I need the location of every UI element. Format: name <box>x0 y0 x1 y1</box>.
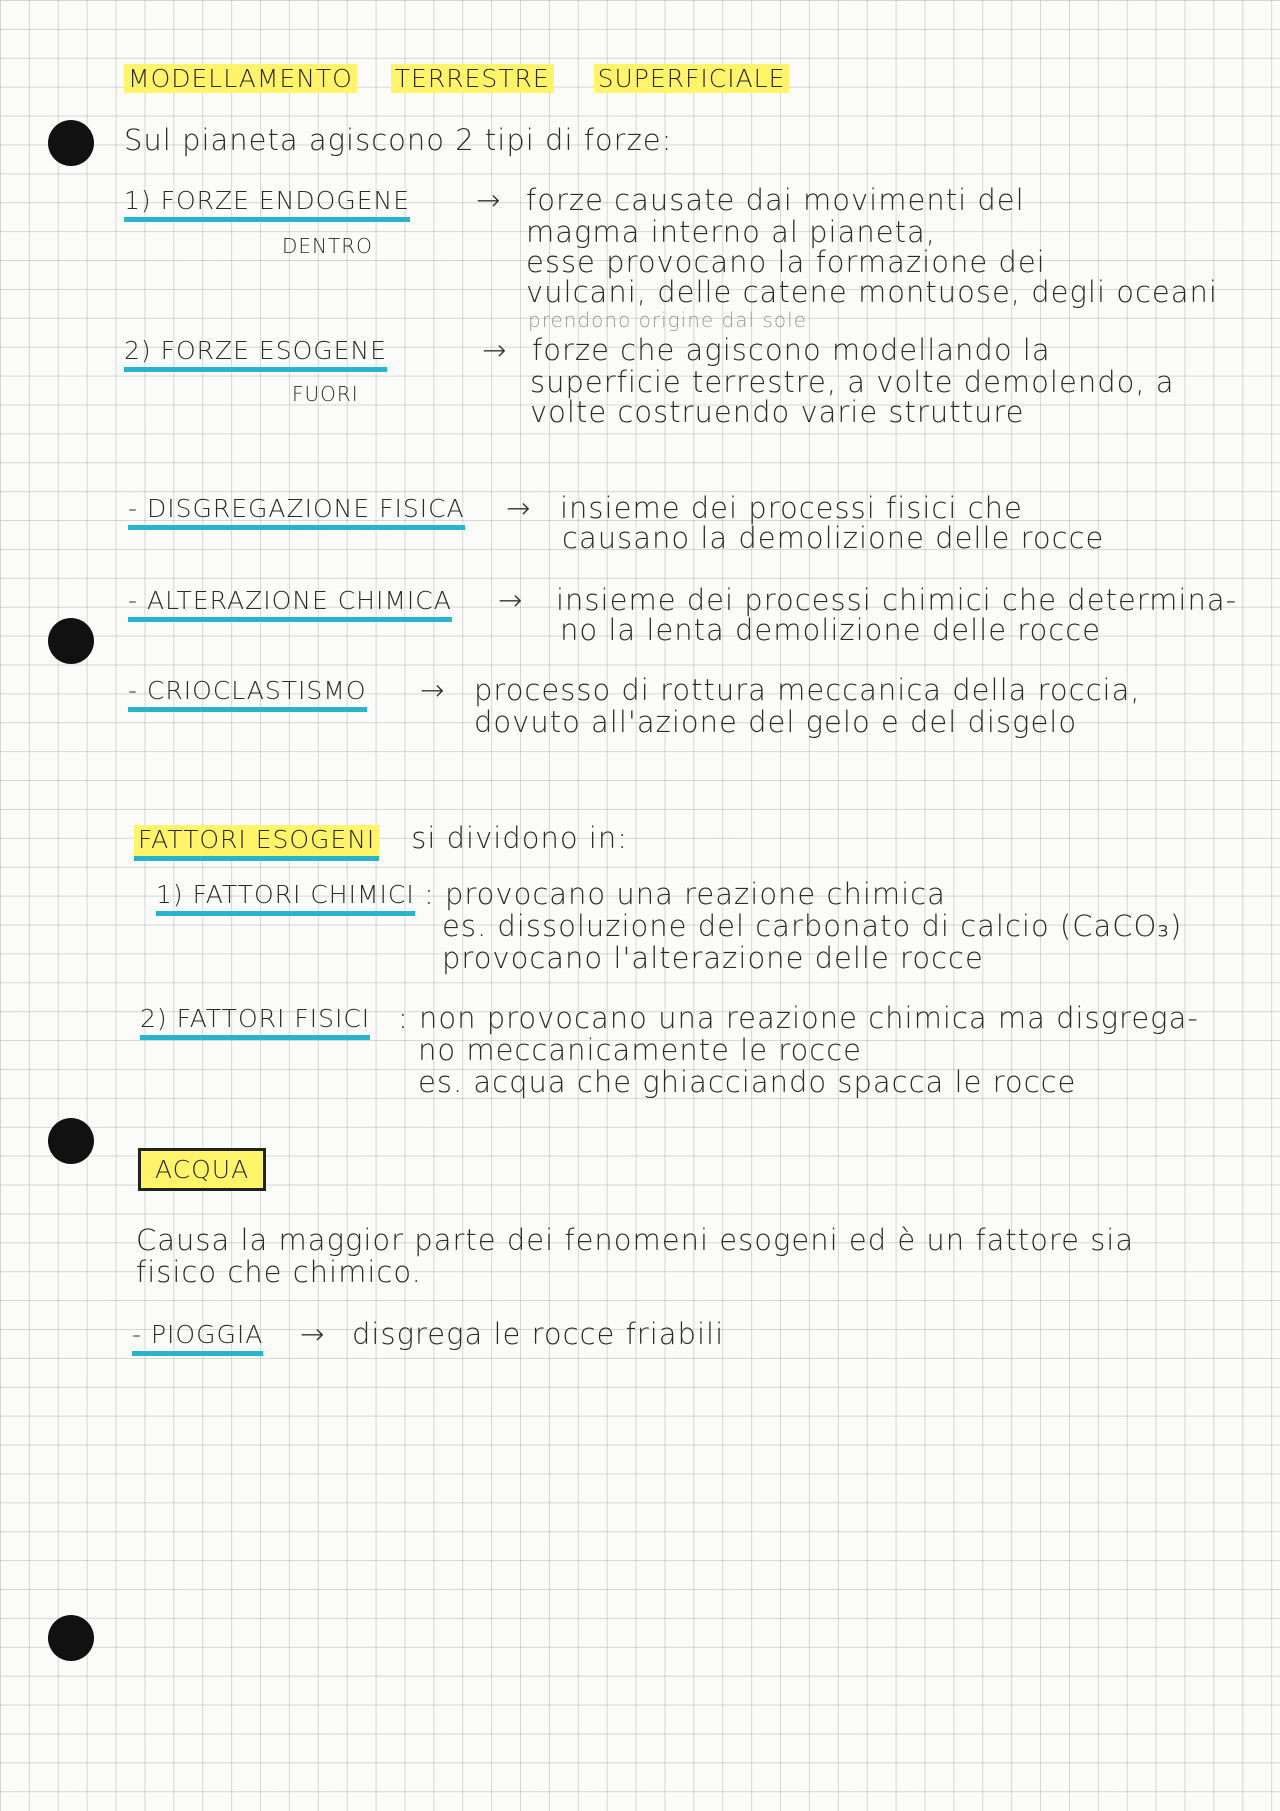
rain-term: - PIOGGIA <box>132 1322 263 1347</box>
process-term: - ALTERAZIONE CHIMICA <box>128 588 452 613</box>
water-text-line: Causa la maggior parte dei fenomeni esogeni ed è un fattore sia <box>136 1223 1135 1257</box>
force-text-line: forze causate dai movimenti del <box>526 183 1025 217</box>
factor-text-line: es. dissoluzione del carbonato di calcio (CaCO₃) <box>442 909 1183 943</box>
binder-hole <box>48 120 94 166</box>
force-note: DENTRO <box>282 234 373 258</box>
force-text-line: esse provocano la formazione dei <box>526 245 1046 279</box>
arrow-icon: → <box>476 183 502 217</box>
arrow-icon: → <box>506 491 532 525</box>
arrow-icon: → <box>420 673 446 707</box>
process-text-line: no la lenta demolizione delle rocce <box>560 613 1102 647</box>
factor-text-line: es. acqua che ghiacciando spacca le rocce <box>418 1065 1077 1099</box>
force-text-line: superficie terrestre, a volte demolendo, a <box>530 365 1175 399</box>
factor-text-line: no meccanicamente le rocce <box>418 1033 863 1067</box>
water-text-line: fisico che chimico. <box>136 1255 422 1289</box>
process-term: - CRIOCLASTISMO <box>128 678 367 703</box>
force-label: 1) FORZE ENDOGENE <box>124 188 410 213</box>
intro-line: Sul pianeta agiscono 2 tipi di forze: <box>124 123 673 157</box>
arrow-icon: → <box>498 583 524 617</box>
binder-hole <box>48 618 94 664</box>
factors-heading: FATTORI ESOGENI si dividono in: <box>134 824 628 853</box>
title-word-2: TERRESTRE <box>391 64 554 93</box>
process-text-line: causano la demolizione delle rocce <box>562 521 1105 555</box>
force-label: 2) FORZE ESOGENE <box>124 338 387 363</box>
factor-label: 1) FATTORI CHIMICI <box>156 882 415 907</box>
process-text-line: dovuto all'azione del gelo e del disgelo <box>474 705 1078 739</box>
binder-hole <box>48 1118 94 1164</box>
force-faint-note: prendono origine dal sole <box>528 308 807 332</box>
force-text-line: vulcani, delle catene montuose, degli oceani <box>526 275 1218 309</box>
factor-text-line: : provocano una reazione chimica <box>424 877 946 911</box>
water-heading: ACQUA <box>138 1148 266 1191</box>
arrow-icon: → <box>482 333 508 367</box>
factor-text-line: provocano l'alterazione delle rocce <box>442 941 984 975</box>
title-word-1: MODELLAMENTO <box>124 64 357 93</box>
force-text-line: magma interno al pianeta, <box>526 215 936 249</box>
factor-text-line: : non provocano una reazione chimica ma disgrega- <box>398 1001 1199 1035</box>
rain-text: disgrega le rocce friabili <box>352 1317 725 1351</box>
factor-label: 2) FATTORI FISICI <box>140 1006 370 1031</box>
binder-hole <box>48 1615 94 1661</box>
process-term: - DISGREGAZIONE FISICA <box>128 496 465 521</box>
process-text-line: insieme dei processi fisici che <box>560 491 1023 525</box>
process-text-line: insieme dei processi chimici che determina- <box>556 583 1238 617</box>
force-text-line: volte costruendo varie strutture <box>530 395 1025 429</box>
process-text-line: processo di rottura meccanica della roccia, <box>474 673 1141 707</box>
title-word-3: SUPERFICIALE <box>594 64 790 93</box>
arrow-icon: → <box>300 1317 326 1351</box>
force-note: FUORI <box>292 382 359 406</box>
force-text-line: forze che agiscono modellando la <box>532 333 1051 367</box>
page-title <box>124 66 789 91</box>
